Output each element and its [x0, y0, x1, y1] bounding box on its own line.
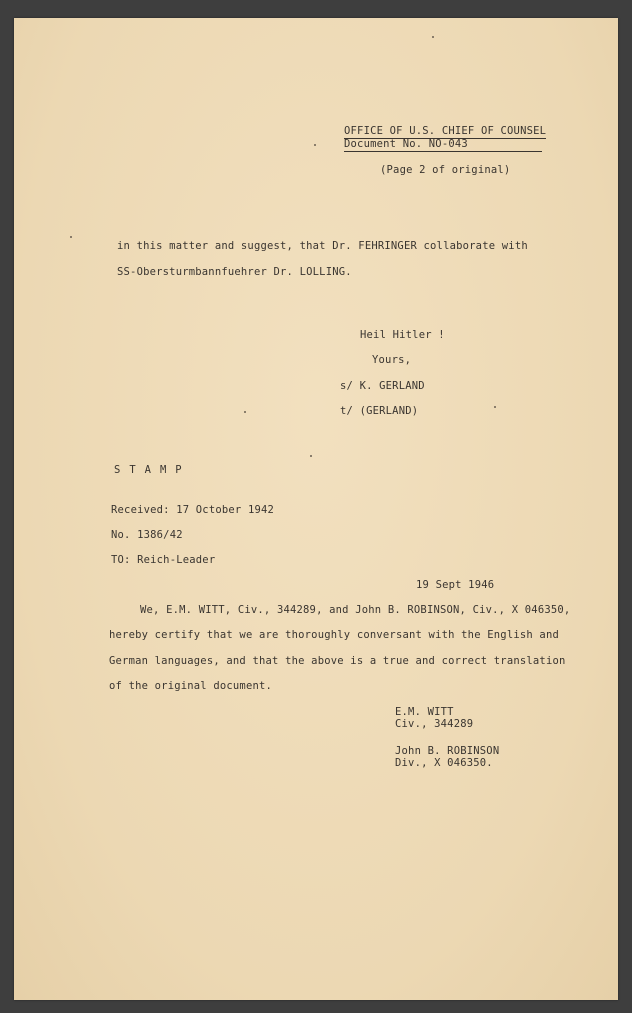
- page-note: (Page 2 of original): [380, 164, 511, 176]
- closing-yours: Yours,: [372, 354, 412, 366]
- paper-speck: [314, 144, 316, 146]
- office-header: OFFICE OF U.S. CHIEF OF COUNSEL: [344, 125, 547, 137]
- closing-typed: t/ (GERLAND): [340, 405, 419, 417]
- closing-signed: s/ K. GERLAND: [340, 380, 425, 392]
- certification-line-3: German languages, and that the above is a true and correct translation: [109, 655, 566, 667]
- certification-line-2: hereby certify that we are thoroughly conversant with the English and: [109, 629, 559, 641]
- document-page: [14, 18, 618, 1000]
- paper-speck: [244, 411, 246, 413]
- stamp-number: No. 1386/42: [111, 529, 183, 541]
- certification-line-4: of the original document.: [109, 680, 273, 692]
- signatory-2-id: Div., X 046350.: [395, 757, 493, 769]
- stamp-label: STAMP: [114, 464, 191, 476]
- stamp-received: Received: 17 October 1942: [111, 504, 275, 516]
- paper-speck: [70, 236, 72, 238]
- closing-salute: Heil Hitler !: [360, 329, 445, 341]
- certification-line-1: We, E.M. WITT, Civ., 344289, and John B. ROBINSON, Civ., X 046350,: [140, 604, 571, 616]
- signatory-1-id: Civ., 344289: [395, 718, 474, 730]
- document-number: Document No. NO-043: [344, 138, 542, 152]
- paper-speck: [432, 36, 434, 38]
- certification-date: 19 Sept 1946: [416, 579, 495, 591]
- signatory-1-name: E.M. WITT: [395, 706, 454, 718]
- body-line-1: in this matter and suggest, that Dr. FEHRINGER collaborate with: [117, 240, 528, 252]
- paper-speck: [494, 406, 496, 408]
- stamp-to: TO: Reich-Leader: [111, 554, 216, 566]
- body-line-2: SS-Obersturmbannfuehrer Dr. LOLLING.: [117, 266, 352, 278]
- paper-speck: [310, 455, 312, 457]
- signatory-2-name: John B. ROBINSON: [395, 745, 500, 757]
